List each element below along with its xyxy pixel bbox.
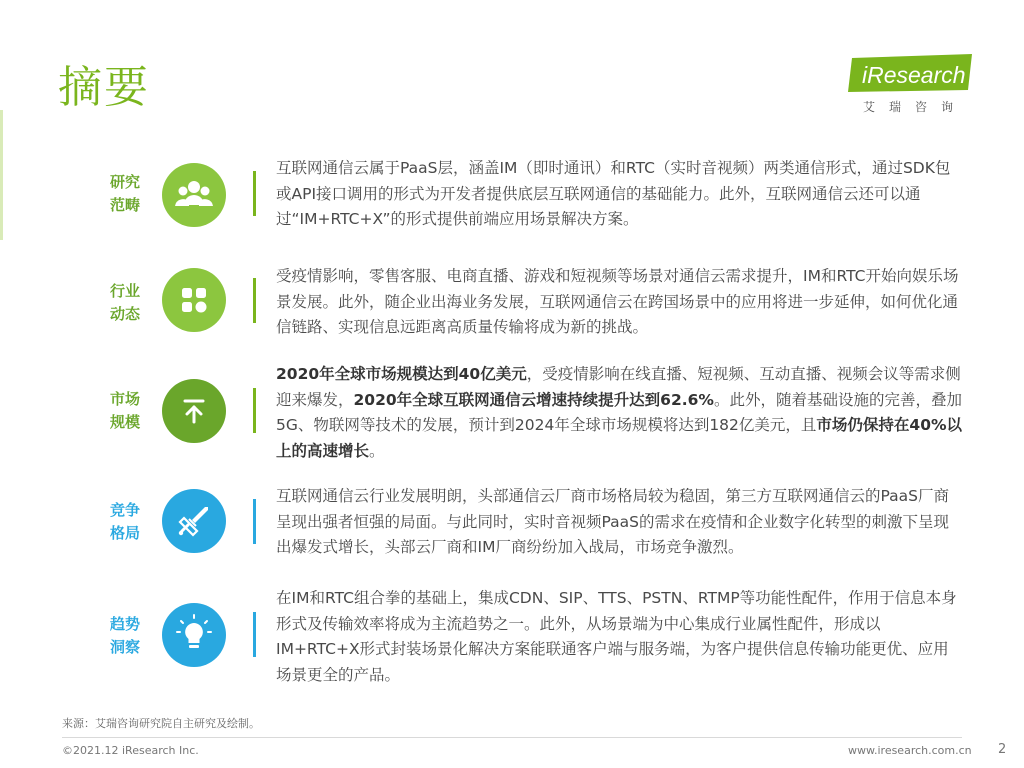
upload-arrow-icon bbox=[162, 379, 226, 443]
text-run: 。 bbox=[369, 441, 385, 460]
section-divider bbox=[253, 388, 256, 433]
section-text bbox=[276, 362, 962, 464]
copyright-text: ©2021.12 iResearch Inc. bbox=[62, 744, 199, 757]
people-group-icon bbox=[162, 163, 226, 227]
lightbulb-icon bbox=[162, 603, 226, 667]
iresearch-logo bbox=[840, 52, 990, 122]
text-run: 互联网通信云属于PaaS层，涵盖IM（即时通讯）和RTC（实时音视频）两类通信形式，通过SDK包或API接口调用的形式为开发者提供底层互联网通信的基础能力。此外，互联网通信云还可以通过“IM+RTC+X”的形式提供前端应用场景解决方案。 bbox=[276, 159, 951, 228]
section-text bbox=[276, 156, 962, 233]
text-run: ，受疫情影响在线直播、短视频、互动直播、视频会议等需求侧迎来爆发， bbox=[276, 365, 961, 409]
footer-divider bbox=[62, 737, 962, 738]
text-run: 在IM和RTC组合拳的基础上，集成CDN、SIP、TTS、PSTN、RTMP等功能性配件，作用于信息本身形式及传输效率将成为主流趋势之一。此外，从场景端为中心集成行业属性配件，形成以IM+RTC+X形式封装场景化解决方案能联通客户端与服务端，为客户提供信息传输功能更优、应用场景更全的产品。 bbox=[276, 589, 957, 684]
section-trend-insight bbox=[0, 586, 1024, 686]
page-number: 2 bbox=[998, 742, 1007, 757]
section-text bbox=[276, 586, 962, 688]
section-label: 竞争 格局 bbox=[109, 501, 140, 542]
section-label: 行业 动态 bbox=[109, 282, 140, 323]
text-run-bold: 2020年全球互联网通信云增速持续提升达到62.6% bbox=[353, 390, 714, 409]
section-industry-trends bbox=[0, 264, 1024, 364]
section-divider bbox=[253, 171, 256, 216]
text-run: 。此外，随着基础设施的完善，叠加5G、物联网等技术的发展，预计到2024年全球市场规模将达到182亿美元，且 bbox=[276, 390, 962, 434]
section-divider bbox=[253, 612, 256, 657]
section-label: 市场 规模 bbox=[109, 390, 140, 431]
section-divider bbox=[253, 278, 256, 323]
section-text bbox=[276, 484, 962, 561]
website-link[interactable]: www.iresearch.com.cn bbox=[848, 744, 972, 757]
section-text bbox=[276, 264, 962, 341]
logo-cn-text: 艾瑞咨询 bbox=[862, 100, 967, 114]
logo-brand-text: iResearch bbox=[862, 62, 966, 88]
section-divider bbox=[253, 499, 256, 544]
section-label: 研究 范畴 bbox=[109, 173, 140, 214]
section-competition bbox=[0, 484, 1024, 584]
app-grid-icon bbox=[162, 268, 226, 332]
text-run: 互联网通信云行业发展明朗，头部通信云厂商市场格局较为稳固，第三方互联网通信云的PaaS厂商呈现出强者恒强的局面。与此同时，实时音视频PaaS的需求在疫情和企业数字化转型的刺激下呈现出爆发式增长，头部云厂商和IM厂商纷纷加入战局，市场竞争激烈。 bbox=[276, 487, 949, 556]
text-run-bold: 市场仍保持在40%以上的高速增长 bbox=[276, 416, 963, 460]
text-run-bold: 2020年全球市场规模达到40亿美元 bbox=[276, 365, 527, 383]
source-note: 来源：艾瑞咨询研究院自主研究及绘制。 bbox=[62, 717, 260, 730]
text-run: 受疫情影响，零售客服、电商直播、游戏和短视频等场景对通信云需求提升，IM和RTC开始向娱乐场景发展。此外，随企业出海业务发展，互联网通信云在跨国场景中的应用将进一步延伸，如何优化通信链路、实现信息远距离高质量传输将成为新的挑战。 bbox=[276, 267, 959, 336]
section-research-scope bbox=[0, 155, 1024, 255]
section-market-size bbox=[0, 362, 1024, 462]
sword-shield-icon bbox=[162, 489, 226, 553]
section-label: 趋势 洞察 bbox=[109, 615, 140, 656]
page-title: 摘要 bbox=[58, 62, 150, 113]
